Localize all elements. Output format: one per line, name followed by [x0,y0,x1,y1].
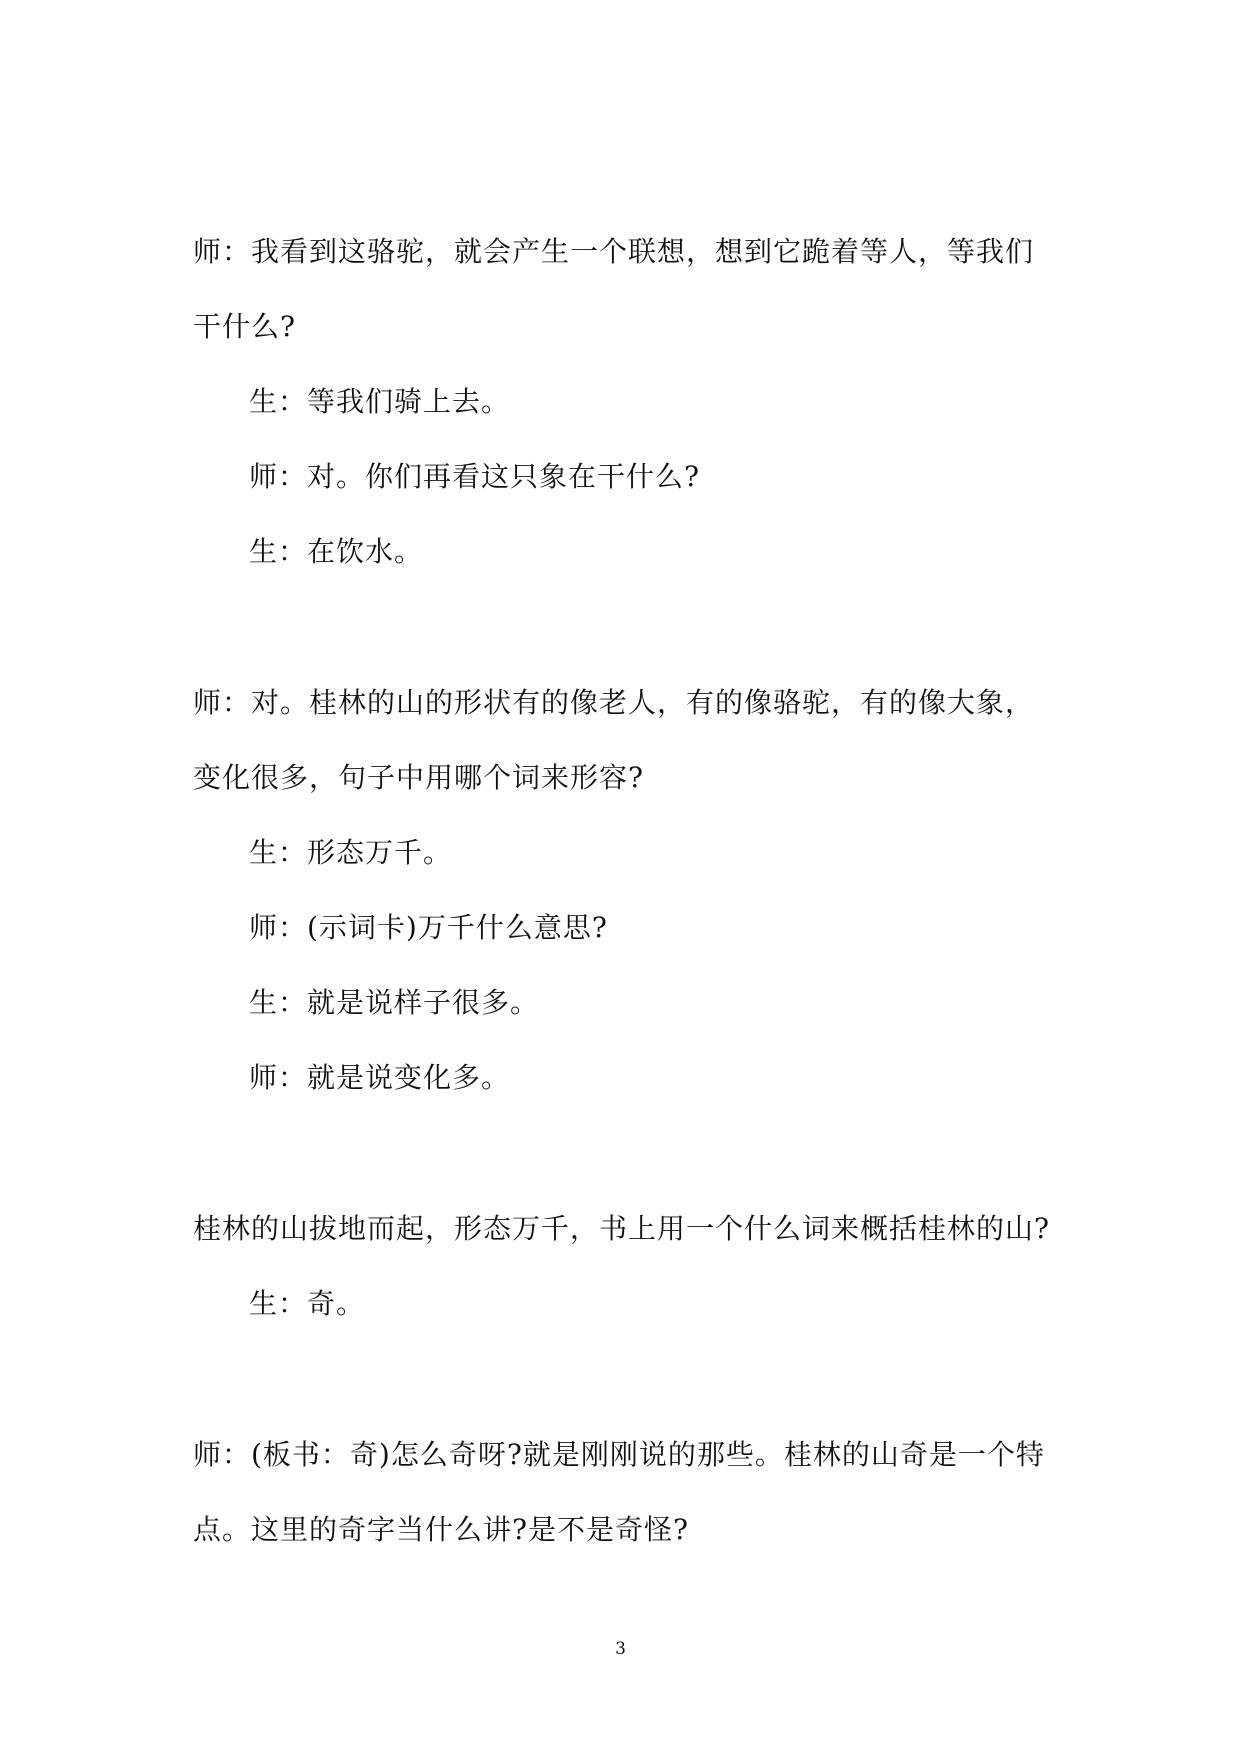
text-line: 师：(示词卡)万千什么意思? [249,911,608,944]
text-line: 师：对。桂林的山的形状有的像老人，有的像骆驼，有的像大象， [193,686,1035,719]
text-line: 生：奇。 [249,1287,366,1320]
text-line: 变化很多，句子中用哪个词来形容? [193,761,645,794]
text-line: 生：等我们骑上去。 [249,385,511,418]
text-line: 生：就是说样子很多。 [249,986,540,1019]
text-line: 师：对。你们再看这只象在干什么? [249,460,701,493]
page-number: 3 [615,1639,626,1659]
text-line: 干什么? [193,310,297,343]
text-line: 点。这里的奇字当什么讲?是不是奇怪? [193,1513,690,1546]
text-line: 生：形态万千。 [249,836,453,869]
text-line: 生：在饮水。 [249,535,424,568]
text-line: 桂林的山拔地而起，形态万千，书上用一个什么词来概括桂林的山? [193,1212,1051,1245]
text-line: 师：就是说变化多。 [249,1061,511,1094]
text-line: 师：(板书：奇)怎么奇呀?就是刚刚说的那些。桂林的山奇是一个特 [193,1438,1045,1471]
text-line: 师：我看到这骆驼，就会产生一个联想，想到它跪着等人，等我们 [193,235,1035,268]
